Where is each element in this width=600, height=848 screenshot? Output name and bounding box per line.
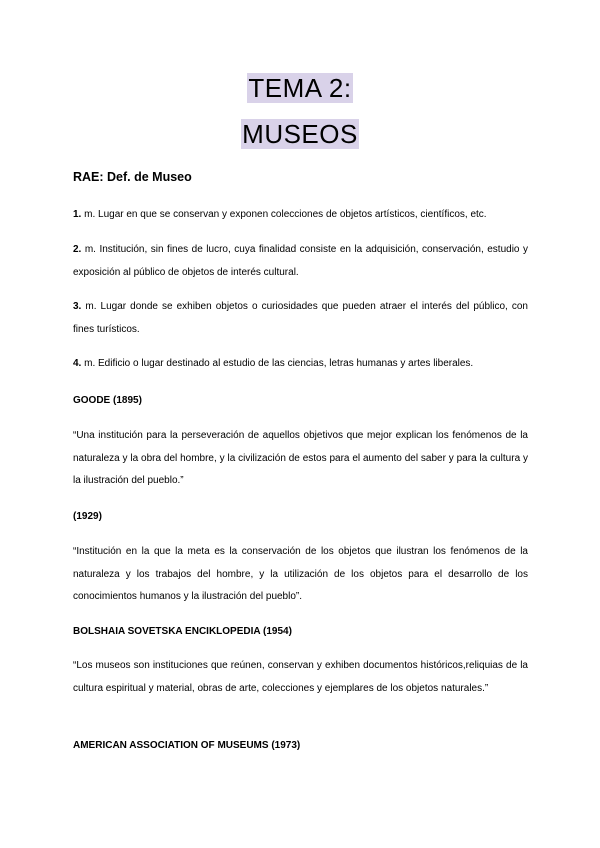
quote-goode-1895: “Una institución para la perseveración de aquellos objetivos que mejor explican los fenómenos de la naturaleza y la obra del hombre, y la civilización de estos para el aumento del saber y para la cultura y la ilustración del pueblo.” bbox=[73, 430, 528, 486]
definition-text: m. Lugar en que se conservan y exponen colecciones de objetos artísticos, científicos, etc. bbox=[81, 209, 487, 220]
definition-text: m. Institución, sin fines de lucro, cuya finalidad consiste en la adquisición, conservación, estudio y exposición al público de objetos de interés cultural. bbox=[73, 244, 528, 278]
section-heading-aam: AMERICAN ASSOCIATION OF MUSEUMS (1973) bbox=[73, 740, 301, 751]
definition-text: m. Edificio o lugar destinado al estudio de las ciencias, letras humanas y artes liberales. bbox=[81, 358, 474, 369]
section-heading-bolshaia: BOLSHAIA SOVETSKA ENCIKLOPEDIA (1954) bbox=[73, 626, 292, 637]
section-heading-goode: GOODE (1895) bbox=[73, 395, 142, 406]
title-line-2 bbox=[0, 118, 600, 150]
title-highlight-2: MUSEOS bbox=[242, 119, 358, 149]
title-line-1 bbox=[0, 72, 600, 104]
definition-2 bbox=[73, 239, 528, 284]
definition-number: 4. bbox=[73, 358, 82, 369]
title-highlight-1: TEMA 2: bbox=[248, 73, 352, 103]
definition-number: 3. bbox=[73, 301, 82, 312]
quote-1929: “Institución en la que la meta es la conservación de los objetos que ilustran los fenómenos de la naturaleza y los trabajos del hombre, y la utilización de los objetos para el desarrollo de los conocimientos humanos y la ilustración del pueblo”. bbox=[73, 546, 528, 602]
definition-number: 1. bbox=[73, 209, 82, 220]
rae-heading: RAE: Def. de Museo bbox=[73, 170, 192, 184]
definition-text: m. Lugar donde se exhiben objetos o curiosidades que pueden atraer el interés del público, con fines turísticos. bbox=[73, 301, 528, 335]
quote-bolshaia: “Los museos son instituciones que reúnen, conservan y exhiben documentos históricos,reliquias de la cultura espiritual y material, obras de arte, colecciones y ejemplares de los objetos naturales.” bbox=[73, 660, 528, 694]
definition-1 bbox=[73, 204, 528, 227]
definition-4 bbox=[73, 353, 528, 376]
definition-3 bbox=[73, 296, 528, 341]
section-heading-1929: (1929) bbox=[73, 511, 102, 522]
definition-number: 2. bbox=[73, 244, 82, 255]
